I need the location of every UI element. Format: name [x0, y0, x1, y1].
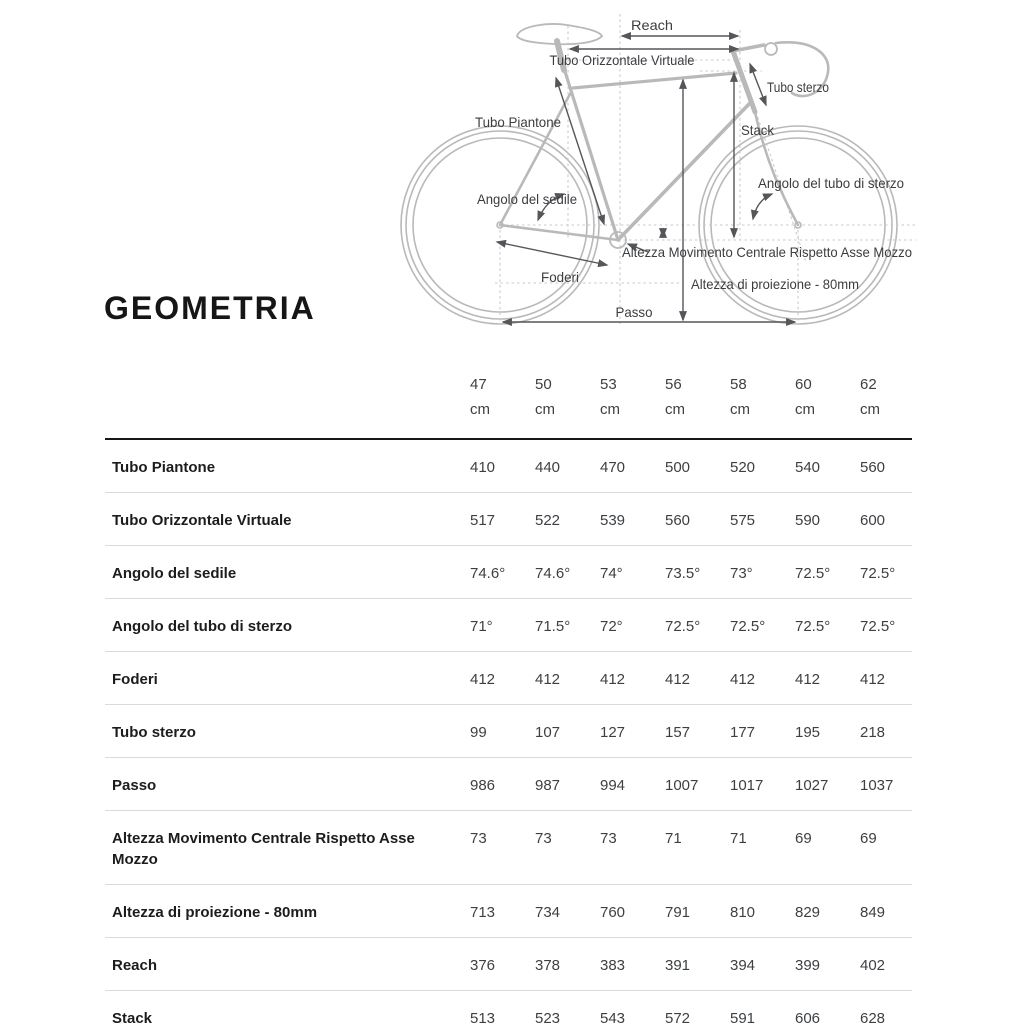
geometry-value: 540	[795, 459, 821, 476]
geometry-value: 600	[860, 512, 886, 529]
geometry-value: 394	[730, 957, 756, 974]
geometry-value: 791	[665, 904, 691, 921]
geometry-value: 73	[535, 830, 552, 847]
geometry-value: 99	[470, 724, 487, 741]
geometry-value: 410	[470, 459, 496, 476]
geometry-value: 849	[860, 904, 886, 921]
size-value: 50	[535, 376, 552, 393]
head-tube	[733, 51, 755, 112]
tubo-sterzo-label: Tubo sterzo	[767, 79, 830, 95]
altezza-movimento-label: Altezza Movimento Centrale Rispetto Asse Mozzo	[622, 244, 913, 260]
table-row	[105, 705, 912, 758]
geometry-value: 218	[860, 724, 886, 741]
head-angle-arc	[753, 194, 772, 219]
reach-label: Reach	[631, 17, 673, 33]
angolo-sedile-label: Angolo del sedile	[477, 191, 578, 207]
table-row	[105, 493, 912, 546]
size-column-header	[600, 360, 665, 439]
geometry-value: 376	[470, 957, 496, 974]
geometry-value: 74°	[600, 565, 623, 582]
table-row	[105, 546, 912, 599]
geometry-value: 73	[600, 830, 617, 847]
geometry-value: 412	[470, 671, 496, 688]
size-header-row	[105, 360, 912, 439]
geometry-value: 72°	[600, 618, 623, 635]
size-unit: cm	[535, 401, 555, 418]
row-label: Tubo Orizzontale Virtuale	[112, 512, 292, 529]
table-row	[105, 938, 912, 991]
size-value: 56	[665, 376, 682, 393]
geometry-value: 987	[535, 777, 561, 794]
geometry-value: 628	[860, 1010, 886, 1025]
table-row	[105, 991, 912, 1025]
geometry-value: 72.5°	[730, 618, 766, 635]
geometry-value: 73.5°	[665, 565, 701, 582]
geometry-value: 829	[795, 904, 821, 921]
size-unit: cm	[470, 401, 490, 418]
row-label: Reach	[112, 957, 158, 974]
geometry-value: 383	[600, 957, 626, 974]
page-title: GEOMETRIA	[104, 290, 316, 326]
geometry-value: 606	[795, 1010, 821, 1025]
row-label: Foderi	[112, 671, 158, 688]
geometry-value: 71°	[470, 618, 493, 635]
size-unit: cm	[665, 401, 685, 418]
geometry-value: 177	[730, 724, 756, 741]
geometry-value: 69	[860, 830, 877, 847]
geometry-value: 71	[665, 830, 682, 847]
geometry-table	[105, 360, 912, 1025]
geometry-value: 470	[600, 459, 626, 476]
geometry-value: 1017	[730, 777, 764, 794]
table-row	[105, 599, 912, 652]
geometry-value: 994	[600, 777, 626, 794]
geometry-value: 127	[600, 724, 626, 741]
geometry-value: 378	[535, 957, 561, 974]
tubo-piantone-label: Tubo Piantone	[475, 114, 562, 130]
geometry-value: 412	[860, 671, 886, 688]
size-unit: cm	[795, 401, 815, 418]
geometry-value: 520	[730, 459, 756, 476]
geometry-value: 72.5°	[795, 618, 831, 635]
geometry-value: 1007	[665, 777, 699, 794]
geometry-value: 440	[535, 459, 561, 476]
geometry-value: 69	[795, 830, 812, 847]
size-column-header	[730, 360, 795, 439]
altezza-proiezione-label: Altezza di proiezione - 80mm	[691, 276, 859, 292]
corner-cell	[105, 360, 470, 439]
row-label: Altezza di proiezione - 80mm	[112, 904, 318, 921]
geometry-value: 513	[470, 1010, 496, 1025]
row-label: Angolo del tubo di sterzo	[112, 618, 292, 635]
handlebar-clamp	[765, 43, 777, 55]
seat-tube	[562, 62, 618, 240]
foderi-label: Foderi	[541, 269, 579, 285]
size-column-header	[535, 360, 600, 439]
table-row	[105, 758, 912, 811]
geometry-value: 402	[860, 957, 886, 974]
geometry-value: 71.5°	[535, 618, 571, 635]
geometry-value: 74.6°	[470, 565, 506, 582]
size-column-header	[795, 360, 860, 439]
geometry-value: 71	[730, 830, 747, 847]
tubo-orizzontale-label: Tubo Orizzontale Virtuale	[549, 52, 695, 68]
geometry-value: 399	[795, 957, 821, 974]
geometry-value: 72.5°	[795, 565, 831, 582]
row-label: Stack	[112, 1010, 153, 1025]
row-label: Tubo sterzo	[112, 724, 196, 741]
size-unit: cm	[600, 401, 620, 418]
table-row	[105, 439, 912, 493]
geometry-value: 412	[665, 671, 691, 688]
geometry-value: 107	[535, 724, 561, 741]
size-column-header	[860, 360, 912, 439]
size-unit: cm	[860, 401, 880, 418]
geometry-value: 1037	[860, 777, 894, 794]
geometry-value: 412	[730, 671, 756, 688]
geometry-value: 73	[470, 830, 487, 847]
geometry-value: 986	[470, 777, 496, 794]
size-column-header	[665, 360, 730, 439]
geometry-value: 72.5°	[860, 618, 896, 635]
geometry-value: 412	[535, 671, 561, 688]
geometry-value: 517	[470, 512, 496, 529]
geometry-value: 734	[535, 904, 561, 921]
geometry-value: 1027	[795, 777, 829, 794]
geometry-value: 810	[730, 904, 756, 921]
geometry-value: 500	[665, 459, 691, 476]
geometry-value: 412	[600, 671, 626, 688]
geometry-value: 572	[665, 1010, 691, 1025]
row-label: Angolo del sedile	[112, 565, 237, 582]
geometry-value: 523	[535, 1010, 561, 1025]
row-label: Tubo Piantone	[112, 459, 216, 476]
geometry-value: 72.5°	[860, 565, 896, 582]
geometry-value: 74.6°	[535, 565, 571, 582]
table-row	[105, 885, 912, 938]
geometry-value: 560	[665, 512, 691, 529]
row-label: Passo	[112, 777, 157, 794]
size-unit: cm	[730, 401, 750, 418]
geometry-value: 195	[795, 724, 821, 741]
geometry-value: 412	[795, 671, 821, 688]
geometry-value: 522	[535, 512, 561, 529]
geometry-value: 590	[795, 512, 821, 529]
geometry-value: 560	[860, 459, 886, 476]
size-column-header	[470, 360, 535, 439]
geometry-value: 591	[730, 1010, 756, 1025]
geometry-value: 575	[730, 512, 756, 529]
geometry-value: 72.5°	[665, 618, 701, 635]
geometry-value: 539	[600, 512, 626, 529]
size-value: 58	[730, 376, 747, 393]
passo-label: Passo	[615, 304, 653, 320]
geometry-value: 157	[665, 724, 691, 741]
row-label: Altezza Movimento Centrale Rispetto Asse Mozzo	[112, 830, 415, 868]
geometry-value: 543	[600, 1010, 626, 1025]
size-value: 62	[860, 376, 877, 393]
geometry-value: 391	[665, 957, 691, 974]
size-value: 60	[795, 376, 812, 393]
stack-label: Stack	[741, 122, 775, 138]
angolo-sterzo-label: Angolo del tubo di sterzo	[758, 175, 905, 191]
geometry-value: 713	[470, 904, 496, 921]
geometry-value: 760	[600, 904, 626, 921]
top-tube	[573, 73, 736, 88]
stem	[733, 45, 764, 51]
size-value: 53	[600, 376, 617, 393]
chain-stays	[500, 225, 618, 240]
table-row	[105, 652, 912, 705]
geometry-value: 73°	[730, 565, 753, 582]
table-row	[105, 811, 912, 885]
diagram-labels	[475, 17, 912, 320]
size-value: 47	[470, 376, 487, 393]
foderi-arrow	[497, 242, 607, 265]
